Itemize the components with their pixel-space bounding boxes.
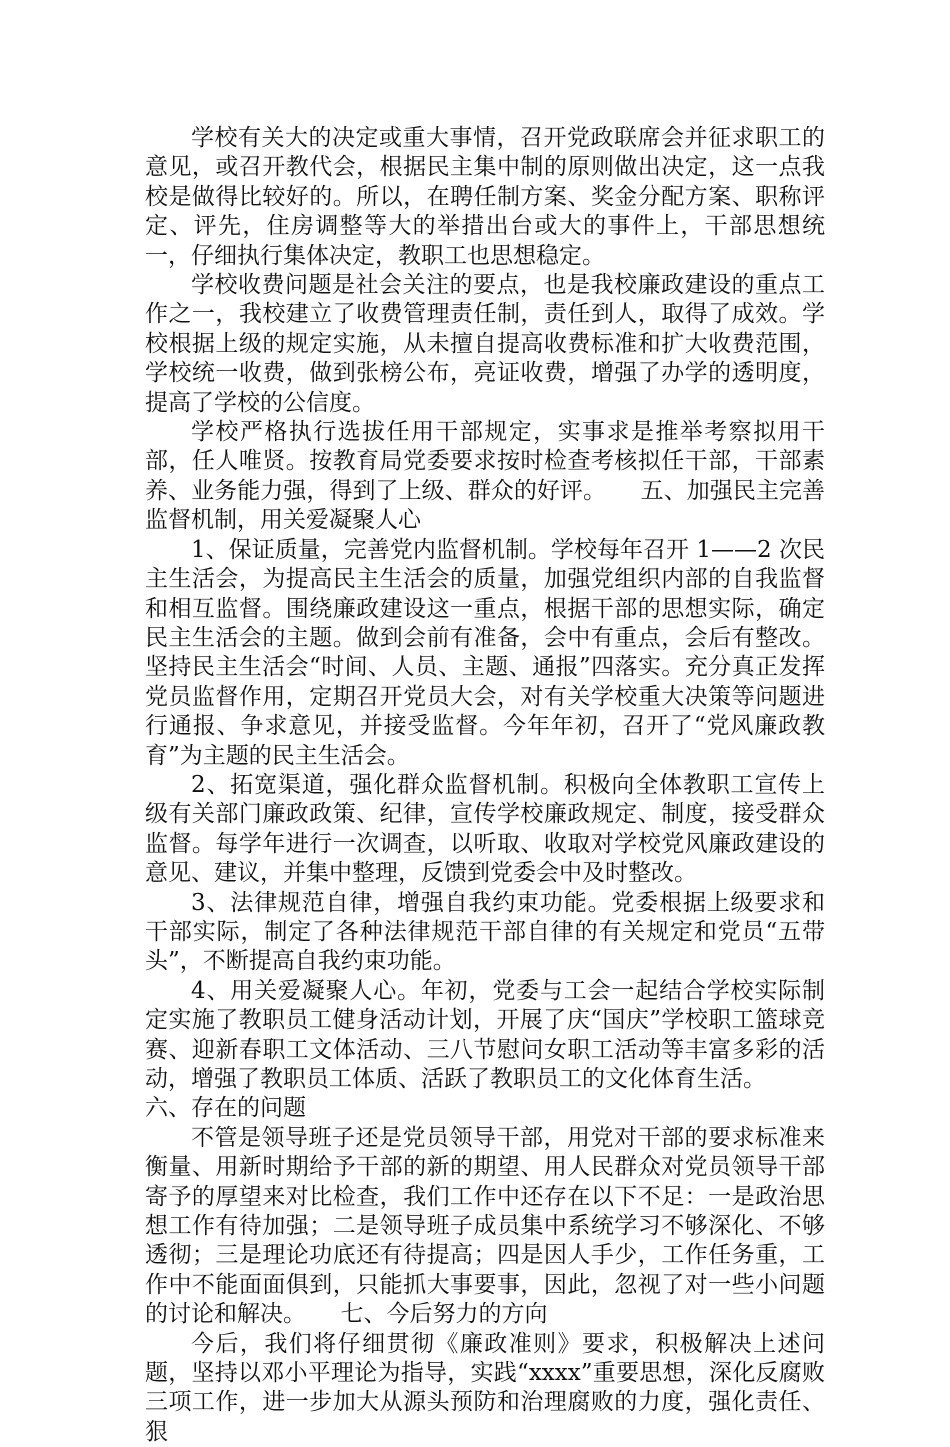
paragraph-future-direction: 今后，我们将仔细贯彻《廉政准则》要求，积极解决上述问题，坚持以邓小平理论为指导，实践“xxxx”重要思想，深化反腐败三项工作，进一步加大从源头预防和治理腐败的力度，强化责任、狠 bbox=[145, 1330, 825, 1445]
paragraph-care-cohesion: 4、用关爱凝聚人心。年初，党委与工会一起结合学校实际制定实施了教职员工健身活动计划，开展了庆“国庆”学校职工篮球竞赛、迎新春职工文体活动、三八节慰问女职工活动等丰富多彩的活动，增强了教职员工体质、活跃了教职员工的文化体育生活。 bbox=[145, 977, 825, 1092]
paragraph-cadre-selection: 学校严格执行选拔任用干部规定，实事求是推举考察拟用干部，任人唯贤。按教育局党委要求按时检查考核拟任干部，干部素养、业务能力强，得到了上级、群众的好评。 五、加强民主完善监督机制，用关爱凝聚人心 bbox=[145, 419, 825, 534]
paragraph-party-supervision: 1、保证质量，完善党内监督机制。学校每年召开 1——2 次民主生活会，为提高民主生活会的质量，加强党组织内部的自我监督和相互监督。围绕廉政建设这一重点，根据干部的思想实际，确定民主生活会的主题。做到会前有准备，会中有重点，会后有整改。坚持民主生活会“时间、人员、主题、通报”四落实。充分真正发挥党员监督作用，定期召开党员大会，对有关学校重大决策等问题进行通报、争求意见，并接受监督。今年年初，召开了“党风廉政教育”为主题的民主生活会。 bbox=[145, 536, 825, 769]
paragraph-decision-making: 学校有关大的决定或重大事情，召开党政联席会并征求职工的意见，或召开教代会，根据民主集中制的原则做出决定，这一点我校是做得比较好的。所以，在聘任制方案、奖金分配方案、职称评定、评先，住房调整等大的举措出台或大的事件上，干部思想统一，仔细执行集体决定，教职工也思想稳定。 bbox=[145, 125, 825, 269]
document-body bbox=[145, 124, 825, 1447]
paragraph-self-discipline: 3、法律规范自律，增强自我约束功能。党委根据上级要求和干部实际，制定了各种法律规范干部自律的有关规定和党员“五带头”，不断提高自我约束功能。 bbox=[145, 889, 825, 975]
section-heading-problems: 六、存在的问题 bbox=[145, 1095, 306, 1122]
paragraph-mass-supervision: 2、拓宽渠道，强化群众监督机制。积极向全体教职工宣传上级有关部门廉政政策、纪律，宣传学校廉政规定、制度，接受群众监督。每学年进行一次调查，以听取、收取对学校党风廉政建设的意见、建议，并集中整理，反馈到党委会中及时整改。 bbox=[145, 771, 825, 887]
paragraph-shortcomings: 不管是领导班子还是党员领导干部，用党对干部的要求标准来衡量、用新时期给予干部的新的期望、用人民群众对党员领导干部寄予的厚望来对比检查，我们工作中还存在以下不足：一是政治思想工作有待加强；二是领导班子成员集中系统学习不够深化、不够透彻；三是理论功底还有待提高；四是因人手少，工作任务重，工作中不能面面俱到，只能抓大事要事，因此，忽视了对一些小问题的讨论和解决。 七、今后努力的方向 bbox=[145, 1124, 825, 1328]
paragraph-fee-management: 学校收费问题是社会关注的要点，也是我校廉政建设的重点工作之一，我校建立了收费管理责任制，责任到人，取得了成效。学校根据上级的规定实施，从未擅自提高收费标准和扩大收费范围，学校统一收费，做到张榜公布，亮证收费，增强了办学的透明度，提高了学校的公信度。 bbox=[145, 272, 825, 416]
